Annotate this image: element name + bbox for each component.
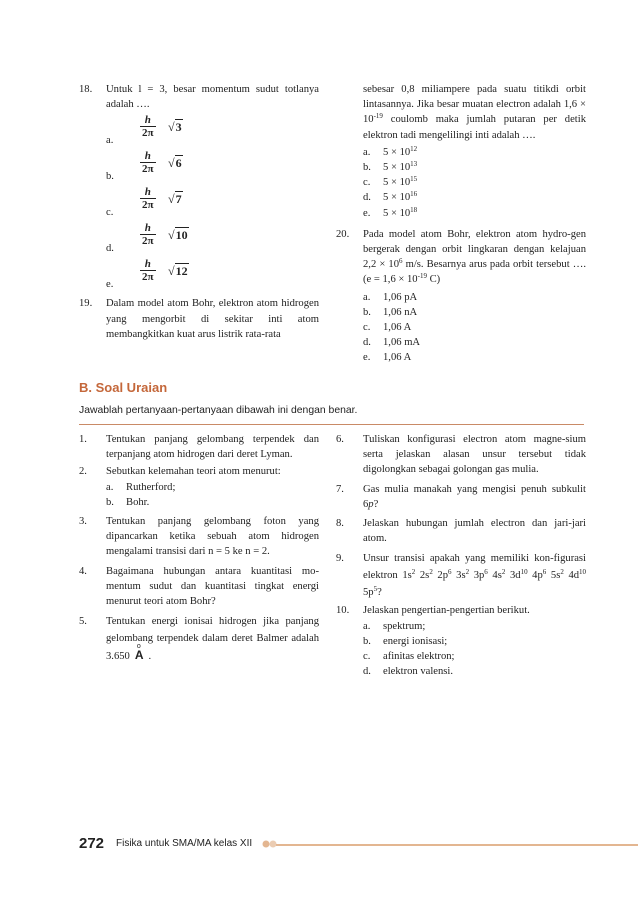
orbital-electrons: 2 (411, 568, 416, 577)
orbital-electrons: 2 (560, 568, 564, 577)
sub-letter: b. (363, 635, 371, 647)
question-text-end: . (148, 651, 152, 663)
essay-question-3 (79, 514, 319, 560)
denominator: 2π (142, 163, 154, 176)
option-letter: d. (363, 337, 371, 349)
essay-question-4 (79, 564, 319, 610)
question-text: Tentukan energi ionisai hidrogen jika panjang gelombang terpendek dalam deret Balmer adalah 3.650 (106, 616, 319, 663)
sub-text: Rutherford; (126, 481, 176, 493)
numerator: h (144, 186, 151, 199)
radicand: 3 (175, 120, 182, 135)
question-text: sebesar 0,8 miliampere pada suatu titikdi orbit lintasannya. Jika besar muatan electron adalah 1,6 × 10 (363, 84, 586, 126)
orbital-term: 3s (451, 570, 466, 582)
denominator: 2π (142, 199, 154, 212)
exponent: 6 (399, 257, 403, 266)
subshell-letter: p (368, 498, 374, 510)
option-letter: c. (106, 207, 114, 219)
section-title: B. Soal Uraian (79, 380, 168, 395)
option-letter: a. (106, 135, 114, 147)
essay-question-2 (79, 464, 319, 510)
numerator: h (144, 258, 151, 271)
right-column (336, 82, 586, 366)
sub-letter: b. (106, 496, 114, 508)
option-c (363, 320, 586, 335)
question-number: 1. (79, 434, 87, 445)
option-value: 1,06 pA (383, 291, 418, 303)
book-title: Fisika untuk SMA/MA kelas XII (116, 838, 253, 849)
options-18 (79, 114, 319, 294)
question-number: 9. (336, 553, 344, 565)
exponent: 15 (410, 175, 418, 184)
option-letter: e. (363, 207, 371, 219)
option-value: 5 × 10 (383, 192, 411, 204)
question-number: 3. (79, 516, 87, 528)
question-text-end: ? (373, 498, 379, 510)
option-e (106, 258, 319, 294)
question-number: 7. (336, 483, 344, 495)
fraction (140, 258, 156, 283)
square-root: √6 (168, 156, 182, 171)
sub-item-a (363, 619, 586, 634)
orbital-electrons: 5 (373, 585, 378, 594)
exponent: 13 (410, 160, 418, 169)
question-number: 20. (336, 228, 350, 240)
option-d (106, 222, 319, 258)
option-value: 1,06 A (383, 322, 412, 334)
question-number: 2. (79, 466, 87, 478)
option-value: 1,06 A (383, 352, 412, 364)
option-letter: b. (363, 162, 371, 174)
square-root: √3 (168, 120, 182, 135)
orbital-electrons: 6 (448, 568, 452, 577)
question-text: Tuliskan konfigurasi electron atom magne-sium serta jelaskan alasan unsur tersebut tidak digolongkan sebagai golongan gas mulia. (363, 434, 586, 476)
option-letter: b. (363, 306, 371, 318)
orbital-electrons: 2 (429, 568, 433, 577)
orbital-term: 2p (432, 570, 449, 582)
option-letter: c. (363, 177, 371, 189)
question-18 (79, 82, 319, 112)
option-letter: b. (106, 171, 114, 183)
denominator: 2π (142, 127, 154, 140)
option-letter: a. (363, 291, 371, 303)
option-letter: a. (363, 146, 371, 158)
question-text: Jelaskan pengertian-pengertian berikut. (363, 605, 530, 617)
question-text: Unsur transisi apakah yang memiliki kon-figurasi elektron (363, 553, 586, 582)
option-value: 5 × 10 (383, 207, 411, 219)
option-b (363, 305, 586, 320)
question-text-end: C) (426, 274, 441, 286)
essay-question-10 (336, 603, 586, 679)
angstrom-symbol: o A (134, 643, 144, 663)
essay-question-1 (79, 432, 319, 462)
orbital-electrons: 6 (542, 568, 547, 577)
sub-item-b (106, 495, 319, 510)
radicand: 10 (175, 228, 188, 243)
essay-question-8 (336, 516, 586, 546)
question-number: 4. (79, 565, 87, 577)
option-value: 1,06 nA (383, 306, 418, 318)
square-root: √7 (168, 192, 182, 207)
question-number: 19. (79, 298, 93, 310)
radicand: 7 (175, 192, 182, 207)
question-text: Untuk l = 3, besar momentum sudut totlanya adalah …. (106, 84, 319, 111)
sub-letter: a. (363, 620, 371, 632)
radicand: 12 (175, 264, 188, 279)
sub-text: elektron valensi. (383, 666, 454, 678)
question-number: 10. (336, 605, 350, 617)
question-text: Pada model atom Bohr, elektron atom hydro-gen bergerak dengan orbit lingkaran dengan kelajuan 2,2 × 10 (363, 228, 586, 271)
sub-letter: c. (363, 651, 371, 663)
essay-question-9 (336, 550, 586, 601)
question-text-cont: m/s. Besarnya arus pada orbit tersebut …. (e = 1,6 × 10 (363, 259, 587, 286)
sub-text: energi ionisasi; (383, 635, 448, 647)
sub-item-b (363, 634, 586, 649)
fraction (140, 186, 156, 211)
unit: A (134, 648, 144, 663)
orbital-term: 4p (527, 570, 543, 582)
question-text-cont: coulomb maka jumlah putaran per detik elektron tadi mengelilingi inti adalah …. (363, 114, 586, 141)
option-letter: d. (106, 243, 114, 255)
orbital-electrons: 2 (501, 568, 506, 577)
page-number: 272 (79, 835, 105, 852)
orbital-electrons: 6 (484, 568, 488, 577)
square-root: √10 (168, 228, 188, 243)
exponent: 16 (410, 190, 418, 199)
option-d (363, 190, 586, 205)
essay-right-column (336, 432, 586, 681)
essay-question-5 (79, 613, 319, 665)
question-number: 5. (79, 616, 87, 628)
option-value: 5 × 10 (383, 146, 411, 158)
fraction (140, 222, 156, 247)
question-19-continued (336, 82, 586, 143)
sub-text: Bohr. (126, 496, 150, 508)
question-text: Jelaskan hubungan jumlah electron dan jari-jari atom. (363, 518, 586, 545)
orbital-electrons: 2 (465, 568, 470, 577)
question-text: Tentukan panjang gelombang foton yang dipancarkan ketika sebuah atom hidrogen mengalami transisi dari n = 5 ke n = 2. (106, 516, 319, 558)
essay-question-6 (336, 432, 586, 478)
fraction (140, 150, 156, 175)
denominator: 2π (142, 271, 154, 284)
essay-question-7 (336, 482, 586, 512)
exponent: -19 (417, 272, 427, 281)
option-value: 5 × 10 (383, 177, 411, 189)
question-20 (336, 227, 586, 288)
orbital-electrons: 10 (520, 568, 528, 577)
option-b (106, 150, 319, 186)
options-20 (336, 290, 586, 366)
numerator: h (144, 114, 151, 127)
question-number: 6. (336, 434, 344, 445)
sub-text: afinitas elektron; (383, 651, 455, 663)
options-19 (336, 145, 586, 221)
orbital-term: 1s (397, 570, 412, 582)
orbital-term: 3p (469, 570, 485, 582)
question-text-end: ? (377, 587, 382, 599)
orbital-term: 3d (505, 570, 521, 582)
option-b (363, 160, 586, 175)
footer-accent-line (276, 844, 638, 846)
sub-item-c (363, 649, 586, 664)
orbital-term: 5s (546, 570, 561, 582)
square-root: √12 (168, 264, 188, 279)
option-c (363, 175, 586, 190)
orbital-term: 4s (487, 570, 502, 582)
option-e (363, 206, 586, 221)
option-c (106, 186, 319, 222)
exponent: 18 (410, 205, 418, 214)
numerator: h (144, 222, 151, 235)
radicand: 6 (175, 156, 182, 171)
option-letter: d. (363, 192, 371, 204)
orbital-term: 2s (415, 570, 430, 582)
question-text: Bagaimana hubungan antara kuantitasi mo-mentum sudut dan kuantitasi tingkat energi menurut teori atom Bohr? (106, 565, 319, 608)
option-e (363, 350, 586, 365)
question-text: Gas mulia manakah yang mengisi penuh subkulit 6 (363, 483, 586, 510)
orbital-term: 5p (363, 587, 374, 599)
sub-text: spektrum; (383, 620, 426, 632)
sub-item-a (106, 480, 319, 495)
section-instruction: Jawablah pertanyaan-pertanyaan dibawah ini dengan benar. (79, 405, 358, 416)
option-letter: c. (363, 322, 371, 334)
exponent: 12 (410, 144, 418, 153)
orbital-term: 4d (563, 570, 580, 582)
sub-letter: a. (106, 481, 114, 493)
question-text: Dalam model atom Bohr, elektron atom hidrogen yang mengorbit di sekitar inti atom membangkitkan kuat arus listrik rata-rata (106, 298, 319, 340)
question-19 (79, 296, 319, 342)
sub-item-d (363, 664, 586, 679)
essay-left-column (79, 432, 319, 667)
exponent: -19 (373, 112, 383, 121)
option-letter: e. (363, 352, 371, 364)
option-d (363, 335, 586, 350)
fraction (140, 114, 156, 139)
sub-letter: d. (363, 666, 371, 678)
orbital-electrons: 10 (579, 568, 587, 577)
denominator: 2π (142, 235, 154, 248)
option-letter: e. (106, 279, 114, 291)
question-number: 8. (336, 518, 344, 530)
question-text: Tentukan panjang gelombang terpendek dan terpanjang atom hidrogen dari deret Lyman. (106, 434, 319, 461)
option-value: 5 × 10 (383, 162, 411, 174)
numerator: h (144, 150, 151, 163)
section-rule (79, 424, 584, 425)
option-a (106, 114, 319, 150)
question-text: Sebutkan kelemahan teori atom menurut: (106, 466, 281, 478)
option-a (363, 290, 586, 305)
option-value: 1,06 mA (383, 337, 421, 349)
left-column (79, 82, 319, 344)
option-a (363, 145, 586, 160)
question-number: 18. (79, 84, 93, 95)
